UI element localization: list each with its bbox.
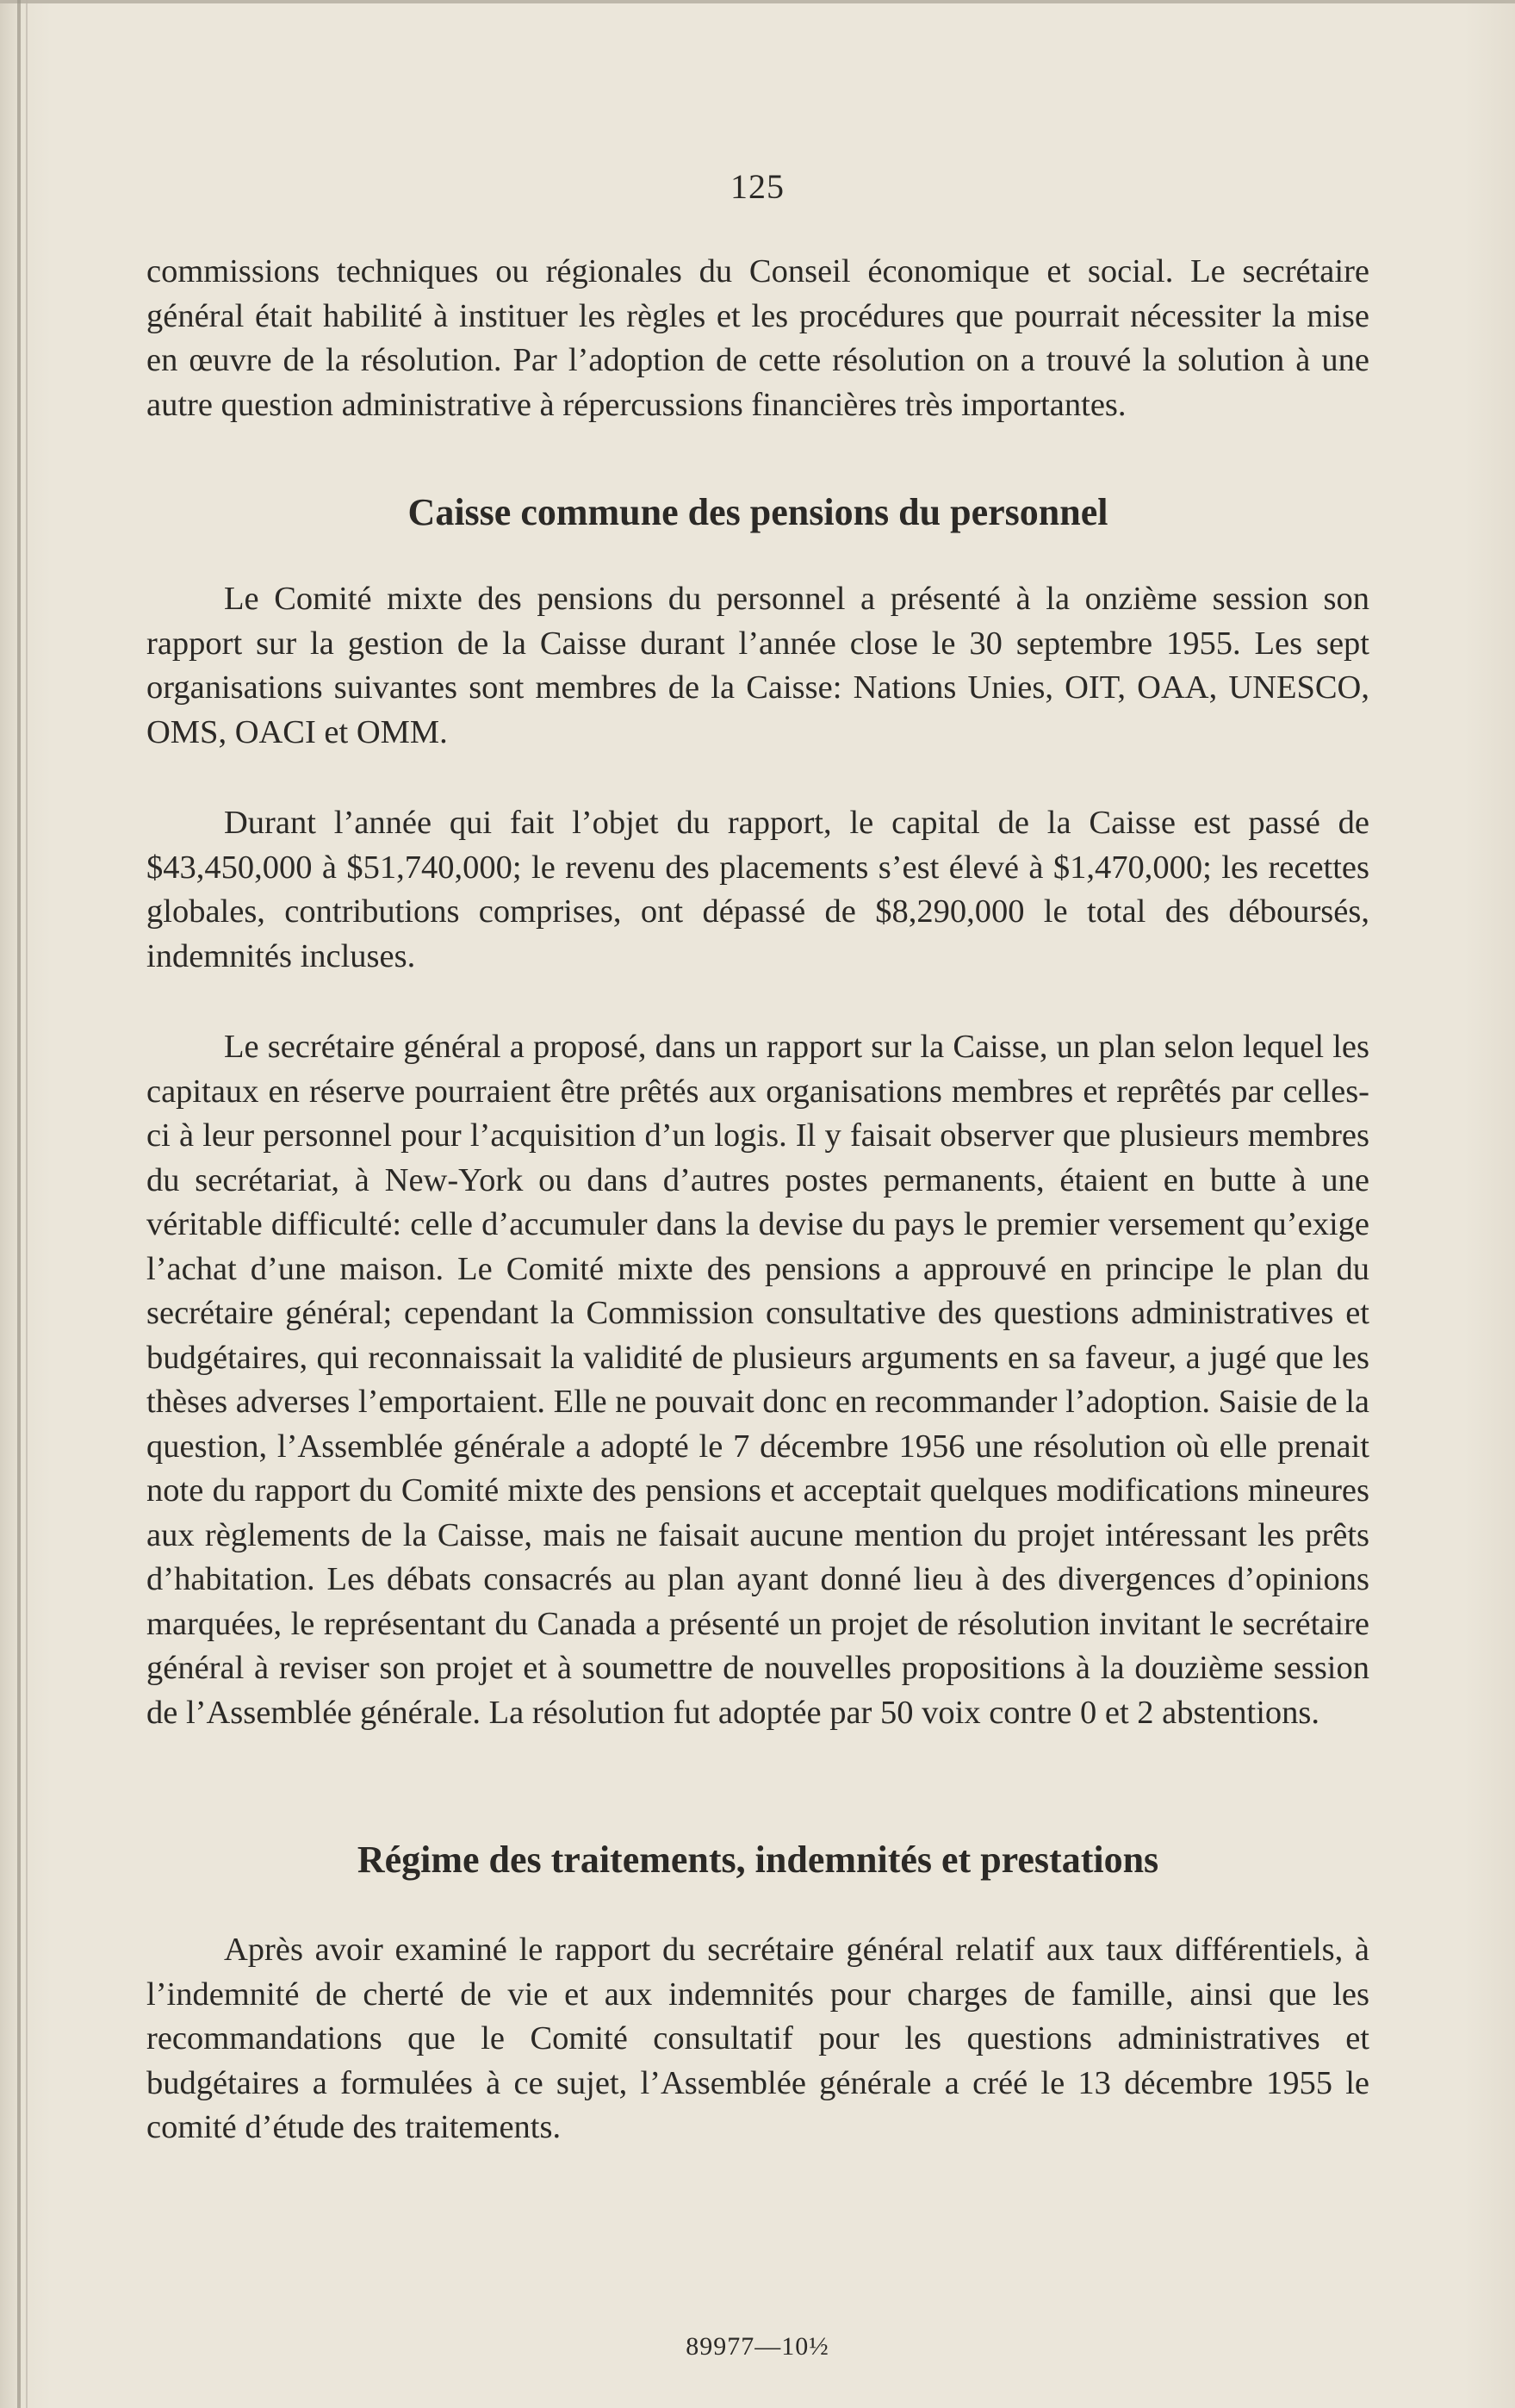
pension-paragraph-3: Le secrétaire général a proposé, dans un rapport sur la Caisse, un plan selon lequel les capitaux en réserve pourraient être prêtés aux organisations membres et reprêtés par celles-ci à leur personnel pour l’acquisition d’un logis. Il y faisait observer que plusieurs membres du secrétariat, à New-York ou dans d’autres postes permanents, étaient en butte à une véritable difficulté: celle d’accumuler dans la devise du pays le premier versement qu’exige l’achat d’une maison. Le Comité mixte des pensions a approuvé en principe le plan du secrétaire général; cependant la Commission consultative des questions administratives et budgétaires, qui reconnaissait la validité de plusieurs arguments en sa faveur, a jugé que les thèses adverses l’emportaient. Elle ne pouvait donc en recommander l’adoption. Saisie de la question, l’Assemblée générale a adopté le 7 décembre 1956 une résolution où elle prenait note du rapport du Comité mixte des pensions et acceptait quelques modifications mineures aux règlements de la Caisse, mais ne faisait aucune mention du projet intéressant les prêts d’habitation. Les débats consacrés au plan ayant donné lieu à des divergences d’opinions marquées, le représentant du Canada a présenté un projet de résolution invitant le secrétaire général à reviser son projet et à soumettre de nouvelles propositions à la douzième session de l’Assemblée générale. La résolution fut adoptée par 50 voix contre 0 et 2 abstentions. (146, 1029, 1369, 1731)
salaries-paragraph-1: Après avoir examiné le rapport du secrétaire général relatif aux taux différentiels, à l’indemnité de cherté de vie et aux indemnités pour charges de famille, ainsi que les recommandations que le Comité consultatif pour les questions administratives et budgétaires a formulées à ce sujet, l’Assemblée générale a créé le 13 décembre 1955 le comité d’étude des traitements. (146, 1932, 1369, 2145)
intro-paragraph: commissions techniques ou régionales du Conseil économique et social. Le secrétaire général était habilité à instituer les règles et les procédures que pourrait nécessiter la mise en œuvre de la résolution. Par l’adoption de cette résolution on a trouvé la solution à une autre question administrative à répercussions financières très importantes. (146, 253, 1369, 423)
section-heading-pension-fund: Caisse commune des pensions du personnel (407, 491, 1108, 533)
page-body (146, 250, 1369, 2150)
printer-footer-code: 89977—10½ (686, 2332, 829, 2361)
pension-paragraph-2: Durant l’année qui fait l’objet du rapport, le capital de la Caisse est passé de $43,450,000 à $51,740,000; le revenu des placements s’est élevé à $1,470,000; les recettes globales, contributions comprises, ont dépassé de $8,290,000 le total des déboursés, indemnités incluses. (146, 805, 1369, 974)
page-number: 125 (730, 167, 785, 206)
pension-paragraph-1: Le Comité mixte des pensions du personnel a présenté à la onzième session son rapport sur la gestion de la Caisse durant l’année close le 30 septembre 1955. Les sept organisations suivantes sont membres de la Caisse: Nations Unies, OIT, OAA, UNESCO, OMS, OACI et OMM. (146, 581, 1369, 750)
binding-edge (17, 0, 21, 2408)
binding-edge-inner (26, 0, 28, 2408)
top-edge-rule (0, 0, 1515, 3)
section-heading-salaries: Régime des traitements, indemnités et prestations (357, 1839, 1159, 1881)
